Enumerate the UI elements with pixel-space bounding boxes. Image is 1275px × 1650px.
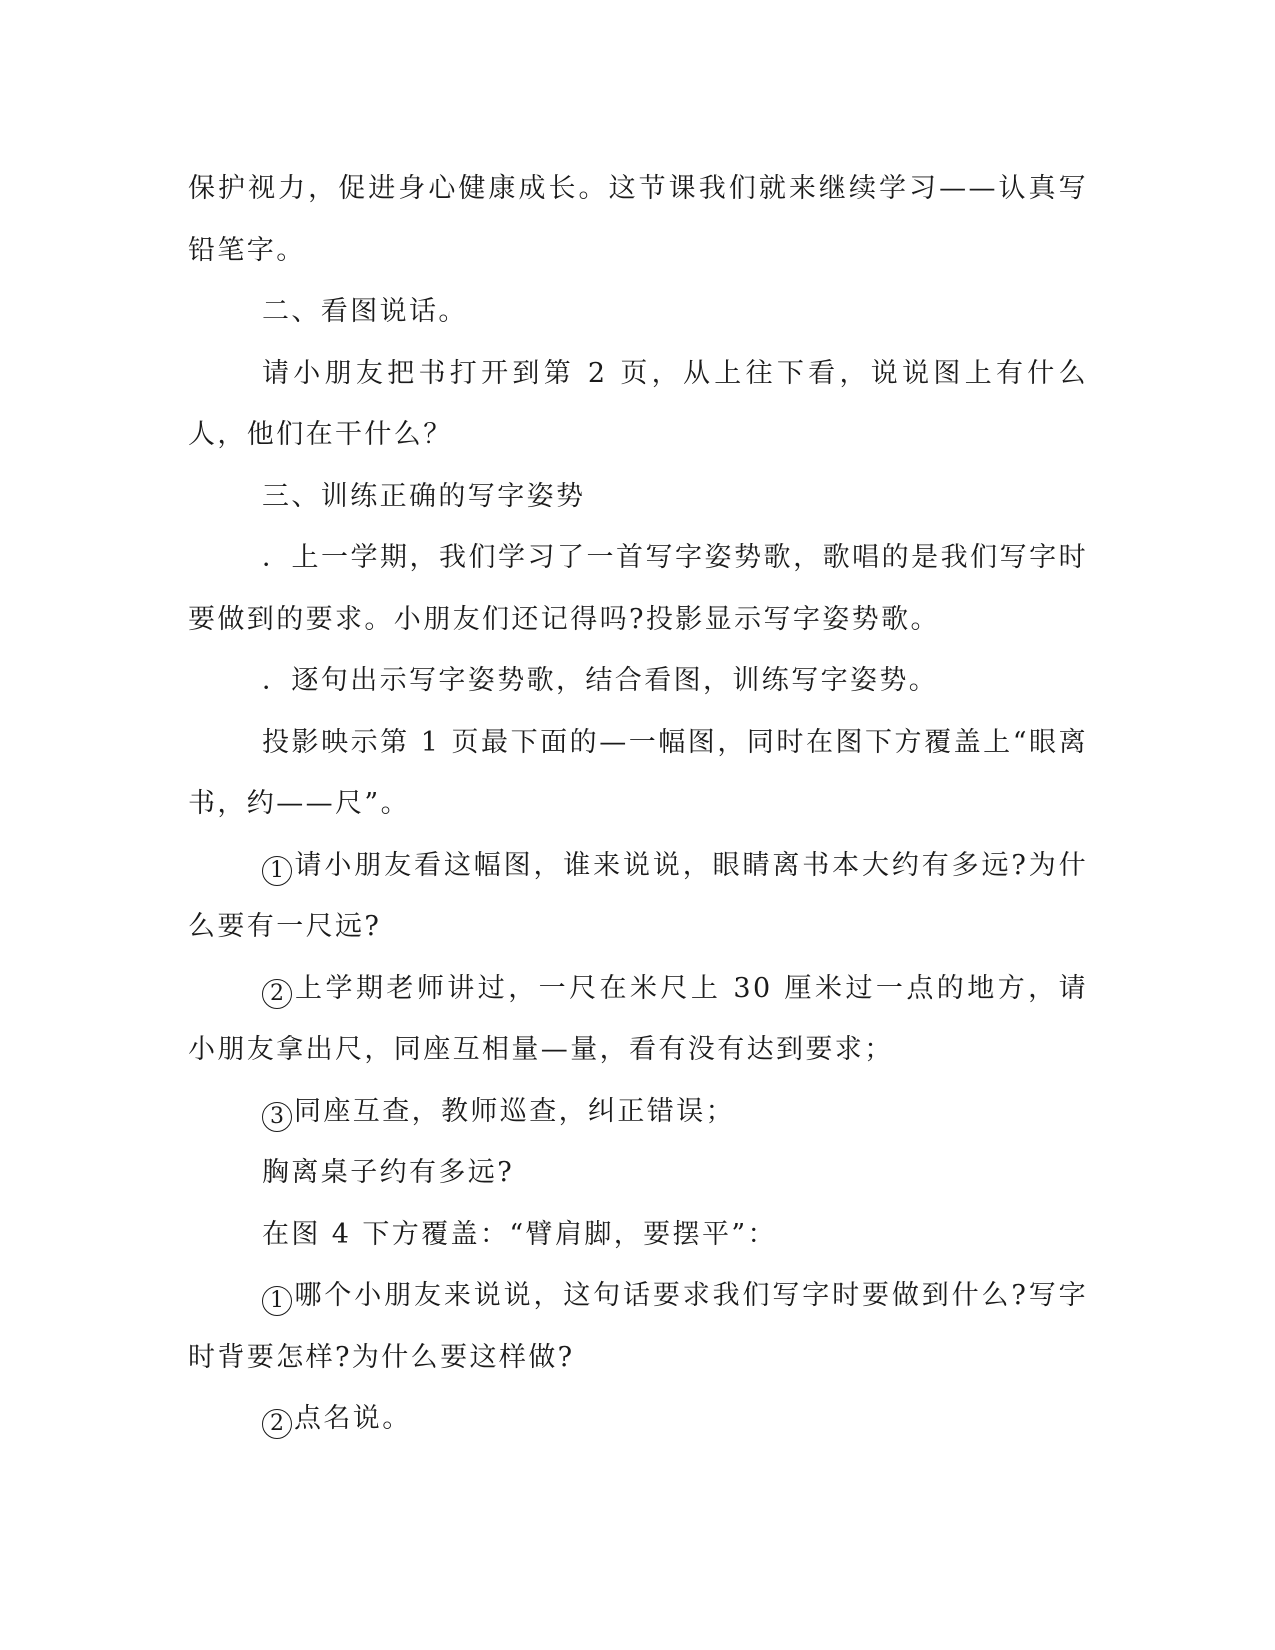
paragraph	[188, 958, 1088, 1081]
paragraph	[188, 1142, 1088, 1204]
paragraph	[188, 650, 1088, 712]
paragraph-text: ．逐句出示写字姿势歌，结合看图，训练写字姿势。	[262, 665, 939, 696]
paragraph-text: 哪个小朋友来说说，这句话要求我们写字时要做到什么?写字时背要怎样?为什么要这样做?	[188, 1280, 1088, 1373]
paragraph	[188, 527, 1088, 650]
circled-number-marker: 3	[262, 1102, 292, 1132]
circled-number-marker: 2	[262, 1409, 292, 1439]
document-body	[188, 158, 1088, 1450]
paragraph-text: ．上一学期，我们学习了一首写字姿势歌，歌唱的是我们写字时要做到的要求。小朋友们还记得吗?投影显示写字姿势歌。	[188, 542, 1088, 635]
paragraph-text: 三、训练正确的写字姿势	[262, 480, 586, 512]
paragraph	[188, 1204, 1088, 1266]
paragraph	[188, 343, 1088, 466]
paragraph	[188, 1081, 1088, 1143]
paragraph-text: 上学期老师讲过，一尺在米尺上 30 厘米过一点的地方，请小朋友拿出尺，同座互相量—量，看有没有达到要求；	[188, 972, 1088, 1065]
paragraph-text: 请小朋友把书打开到第 2 页，从上往下看，说说图上有什么人，他们在干什么？	[188, 357, 1088, 450]
paragraph-text: 同座互查，教师巡查，纠正错误；	[294, 1095, 735, 1127]
paragraph-text: 点名说。	[294, 1403, 412, 1434]
paragraph	[188, 281, 1088, 343]
circled-number-marker: 2	[262, 979, 292, 1009]
paragraph	[188, 835, 1088, 958]
paragraph-text: 胸离桌子约有多远?	[262, 1157, 515, 1188]
paragraph-text: 请小朋友看这幅图，谁来说说，眼睛离书本大约有多远?为什么要有一尺远?	[188, 849, 1088, 942]
paragraph	[188, 1265, 1088, 1388]
circled-number-marker: 1	[262, 856, 292, 886]
paragraph	[188, 158, 1088, 281]
circled-number-marker: 1	[262, 1286, 292, 1316]
paragraph	[188, 466, 1088, 528]
paragraph	[188, 1388, 1088, 1450]
paragraph-text: 在图 4 下方覆盖：“臂肩脚，要摆平”：	[262, 1218, 777, 1250]
paragraph-text: 二、看图说话。	[262, 296, 468, 327]
paragraph	[188, 712, 1088, 835]
paragraph-text: 投影映示第 1 页最下面的—一幅图，同时在图下方覆盖上“眼离书，约——尺”。	[188, 726, 1088, 819]
paragraph-text: 保护视力，促进身心健康成长。这节课我们就来继续学习——认真写铅笔字。	[188, 173, 1088, 266]
